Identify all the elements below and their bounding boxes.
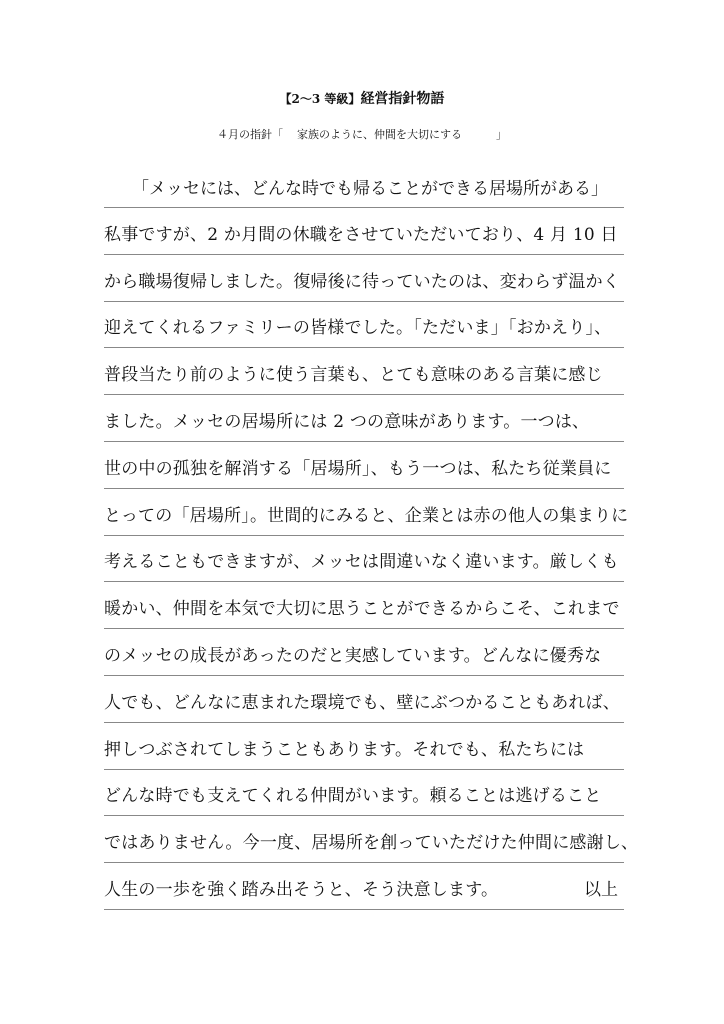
essay-line-text: ではありません。今一度、居場所を創っていただけた仲間に感謝し、 xyxy=(104,833,639,854)
document-subtitle xyxy=(0,126,724,142)
essay-line-text: 私事ですが、2 か月間の休職をさせていただいており、4 月 10 日 xyxy=(104,224,618,245)
essay-line-text: 人でも、どんなに恵まれた環境でも、壁にぶつかることもあれば、 xyxy=(104,692,620,713)
subtitle-prefix: ４月の指針「 xyxy=(217,128,283,141)
essay-line-text: 考えることもできますが、メッセは間違いなく違います。厳しくも xyxy=(104,552,619,573)
essay-line-text: のメッセの成長があったのだと実感しています。どんなに優秀な xyxy=(104,645,602,666)
essay-line xyxy=(104,348,624,395)
essay-line xyxy=(104,629,624,676)
essay-line xyxy=(104,442,624,489)
essay-line-text: 押しつぶされてしまうこともあります。それでも、私たちには xyxy=(104,739,585,760)
essay-line xyxy=(104,489,629,536)
essay-line-text: 世の中の孤独を解消する「居場所」、もう一つは、私たち従業員に xyxy=(104,458,612,479)
essay-line-text: から職場復帰しました。復帰後に待っていたのは、変わらず温かく xyxy=(104,271,620,292)
essay-line xyxy=(104,208,624,255)
essay-body xyxy=(104,208,639,910)
quote-heading: 「メッセには、どんな時でも帰ることができる居場所がある」 xyxy=(132,179,608,199)
subtitle-suffix: 」 xyxy=(496,128,507,141)
essay-line xyxy=(104,255,624,302)
essay-line-text: ました。メッセの居場所には 2 つの意味があります。一つは、 xyxy=(104,411,590,432)
essay-line xyxy=(104,723,624,770)
title-grade: 【2〜3 等級】 xyxy=(279,92,361,106)
essay-line xyxy=(104,816,639,863)
essay-line-text: 人生の一歩を強く踏み出そうと、そう決意します。 xyxy=(104,879,499,900)
document-title xyxy=(0,88,724,108)
essay-line-text: とっての「居場所」。世間的にみると、企業とは赤の他人の集まりに xyxy=(104,505,629,526)
quote-heading-row xyxy=(104,176,624,208)
signoff: 以上 xyxy=(584,879,618,900)
subtitle-body: 家族のように、仲間を大切にする xyxy=(297,128,462,141)
essay-line-text: どんな時でも支えてくれる仲間がいます。頼ることは逃げること xyxy=(104,786,602,807)
essay-line xyxy=(104,582,624,629)
essay-line-text: 暖かい、仲間を本気で大切に思うことができるからこそ、これまで xyxy=(104,599,620,620)
essay-line xyxy=(104,676,624,723)
essay-line-text: 普段当たり前のように使う言葉も、とても意味のある言葉に感じ xyxy=(104,365,603,386)
essay-line-text: 迎えてくれるファミリーの皆様でした。「ただいま」「おかえり」、 xyxy=(104,318,612,339)
essay-line xyxy=(104,395,624,442)
essay-line-last xyxy=(104,863,624,910)
essay-line xyxy=(104,536,624,583)
title-main: 経営指針物語 xyxy=(360,91,445,107)
essay-line xyxy=(104,770,624,817)
essay-line xyxy=(104,302,624,349)
